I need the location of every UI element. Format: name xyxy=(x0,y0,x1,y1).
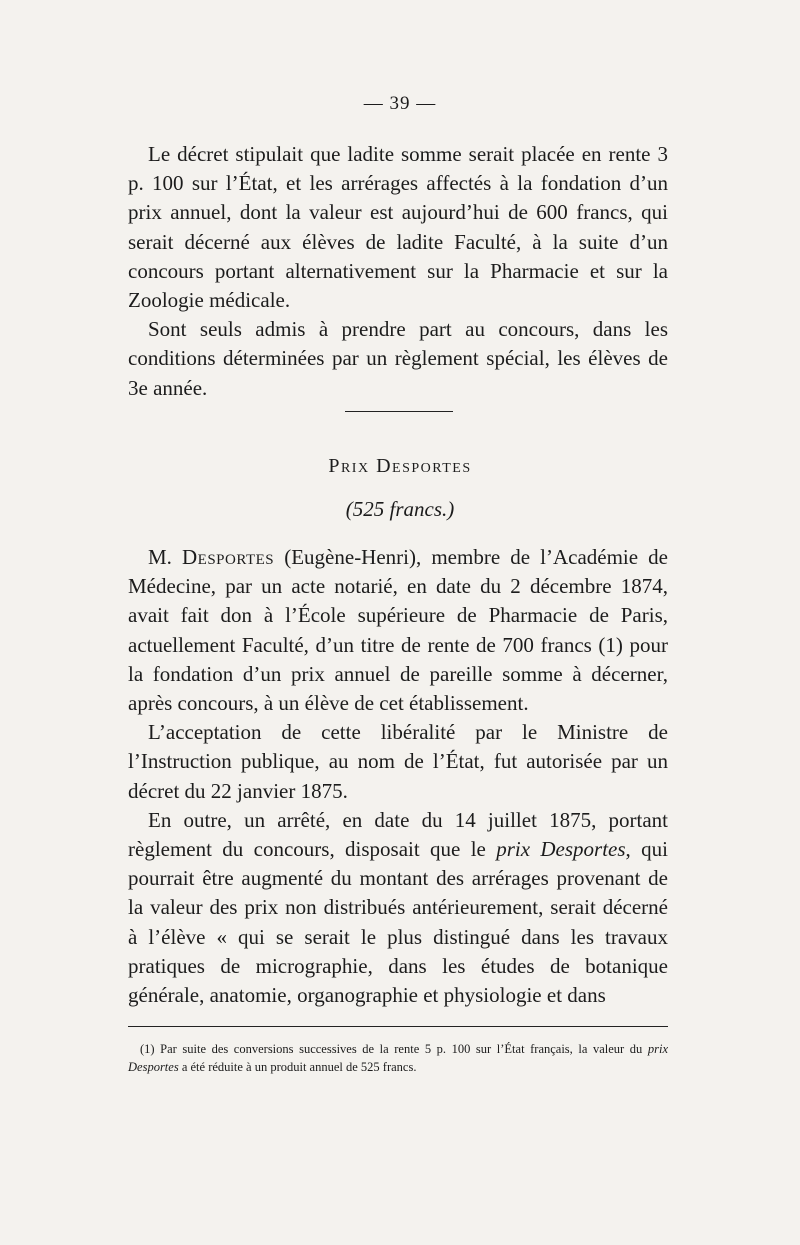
footnote-rule xyxy=(128,1026,668,1027)
section-subheading: (525 francs.) xyxy=(345,497,455,521)
paragraph-3-text: (Eugène-Henri), membre de l’Académie de Médecine, par un acte notarié, en date du 2 décembre 1874, avait fait don à l’École supérieure de Pharmacie de Paris, actuellement Faculté, d’un titre de rente de 700 francs (1) pour la fondation d’un prix annuel de pareille somme à décerner, après concours, à un élève de cet établissement. xyxy=(128,545,668,716)
paragraph-3-name: Desportes xyxy=(182,545,275,569)
paragraph-1: Le décret stipulait que ladite somme serait placée en rente 3 p. 100 sur l’État, et les arrérages affectés à la fondation d’un prix annuel, dont la valeur est aujourd’hui de 600 francs, qui serait décerné aux élèves de ladite Faculté, à la suite d’un concours portant alternativement sur la Pharmacie et sur la Zoologie médicale. xyxy=(128,142,668,313)
footnote-before: (1) Par suite des conversions successives de la rente 5 p. 100 sur l’État français, la valeur du xyxy=(140,1042,648,1056)
paragraph-5-italic: prix Desportes xyxy=(496,837,626,862)
text-block-main xyxy=(128,543,668,1010)
paragraph-2: Sont seuls admis à prendre part au concours, dans les conditions déterminées par un règlement spécial, les élèves de 3e année. xyxy=(128,317,668,400)
section-divider xyxy=(345,411,453,412)
paragraph-5-after: , qui pourrait être augmenté du montant des arrérages provenant de la valeur des prix non distribués antérieurement, serait décerné à l’élève « qui se serait le plus distingué dans les travaux pratiques de micrographie, dans les études de botanique générale, anatomie, organographie et physiologie et dans xyxy=(128,837,668,1008)
paragraph-3-prefix: M. xyxy=(148,545,183,569)
footnote-italic: prix Desportes xyxy=(128,1042,668,1074)
paragraph-5-before: En outre, un arrêté, en date du 14 juillet 1875, portant règlement du concours, disposait que le xyxy=(128,807,668,862)
paragraph-4: L’acceptation de cette libéralité par le Ministre de l’Instruction publique, au nom de l’État, fut autorisée par un décret du 22 janvier 1875. xyxy=(128,720,668,803)
page-number: — 39 — xyxy=(363,93,437,114)
footnote xyxy=(128,1040,668,1076)
section-heading: Prix Desportes xyxy=(328,455,472,477)
footnote-after: a été réduite à un produit annuel de 525 francs. xyxy=(178,1060,417,1074)
paragraph-3 xyxy=(128,543,668,718)
paragraph-5 xyxy=(128,806,668,1010)
text-block-top xyxy=(128,140,668,403)
